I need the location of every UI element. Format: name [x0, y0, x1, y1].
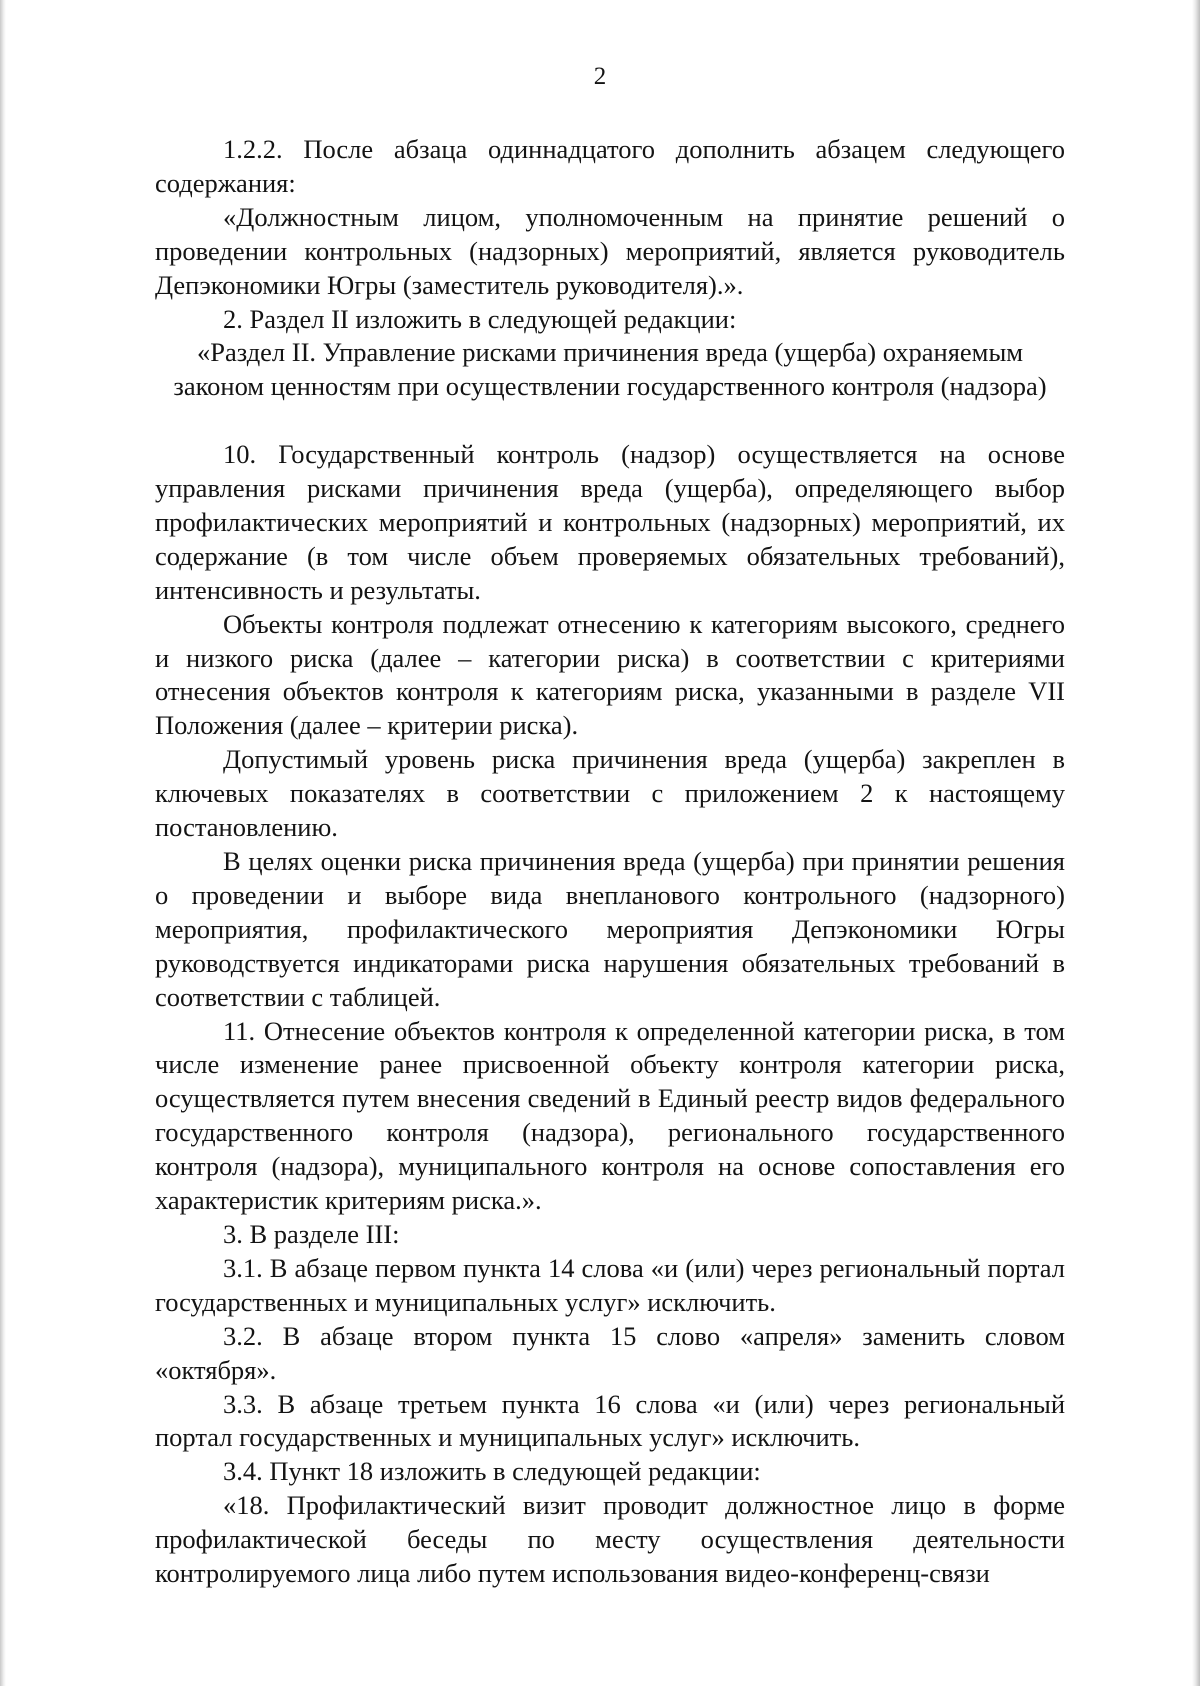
paragraph-11: 11. Отнесение объектов контроля к определенной категории риска, в том числе изменение ранее присвоенной объекту контроля категории риска, осуществляется путем внесения сведений в Единый реестр видов федерального государственного контроля (надзора), регионального государственного контроля (надзора), муниципального контроля на основе сопоставления его характеристик критериям риска.». — [155, 1015, 1065, 1216]
paragraph-quote-official: «Должностным лицом, уполномоченным на принятие решений о проведении контрольных (надзорных) мероприятий, является руководитель Депэкономики Югры (заместитель руководителя).». — [155, 201, 1065, 300]
paragraph-3-2: 3.2. В абзаце втором пункта 15 слово «апреля» заменить словом «октября». — [155, 1320, 1065, 1385]
paragraph-risk-assessment: В целях оценки риска причинения вреда (ущерба) при принятии решения о проведении и выборе вида внепланового контрольного (надзорного) мероприятия, профилактического мероприятия Депэкономики Югры руководствуется индикаторами риска нарушения обязательных требований в соответствии с таблицей. — [155, 846, 1065, 1012]
paragraph-18: «18. Профилактический визит проводит должностное лицо в форме профилактической беседы по месту осуществления деятельности контролируемого лица либо путем использования видео-конференц-связи — [155, 1490, 1065, 1589]
paragraph-3-3: 3.3. В абзаце третьем пункта 16 слова «и (или) через региональный портал государственных и муниципальных услуг» исключить. — [155, 1388, 1065, 1453]
scan-edge-right — [1192, 0, 1200, 1686]
paragraph-section-3: 3. В разделе III: — [223, 1218, 400, 1249]
paragraph-objects: Объекты контроля подлежат отнесению к категориям высокого, среднего и низкого риска (далее – категории риска) в соответствии с критериями отнесения объектов контроля к категориям риска, указанными в разделе VII Положения (далее – критерии риска). — [155, 608, 1065, 741]
paragraph-3-1: 3.1. В абзаце первом пункта 14 слова «и (или) через региональный портал государственных и муниципальных услуг» исключить. — [155, 1252, 1065, 1317]
page-number: 2 — [593, 63, 607, 90]
scan-edge-left — [0, 0, 6, 1686]
paragraph-risk-level: Допустимый уровень риска причинения вреда (ущерба) закреплен в ключевых показателях в соответствии с приложением 2 к настоящему постановлению. — [155, 744, 1065, 843]
paragraph-3-4: 3.4. Пункт 18 изложить в следующей редакции: — [223, 1456, 761, 1487]
paragraph-1-2-2: 1.2.2. После абзаца одиннадцатого дополнить абзацем следующего содержания: — [155, 134, 1065, 198]
document-body — [155, 133, 1065, 1591]
section-heading: «Раздел II. Управление рисками причинения вреда (ущерба) охраняемым законом ценностям при осуществлении государственного контроля (надзора) — [173, 337, 1047, 402]
paragraph-10: 10. Государственный контроль (надзор) осуществляется на основе управления рисками причинения вреда (ущерба), определяющего выбор профилактических мероприятий и контрольных (надзорных) мероприятий, их содержание (в том числе объем проверяемых обязательных требований), интенсивность и результаты. — [155, 439, 1065, 605]
blank-line — [155, 404, 1065, 438]
paragraph-section-2: 2. Раздел II изложить в следующей редакции: — [223, 303, 737, 334]
